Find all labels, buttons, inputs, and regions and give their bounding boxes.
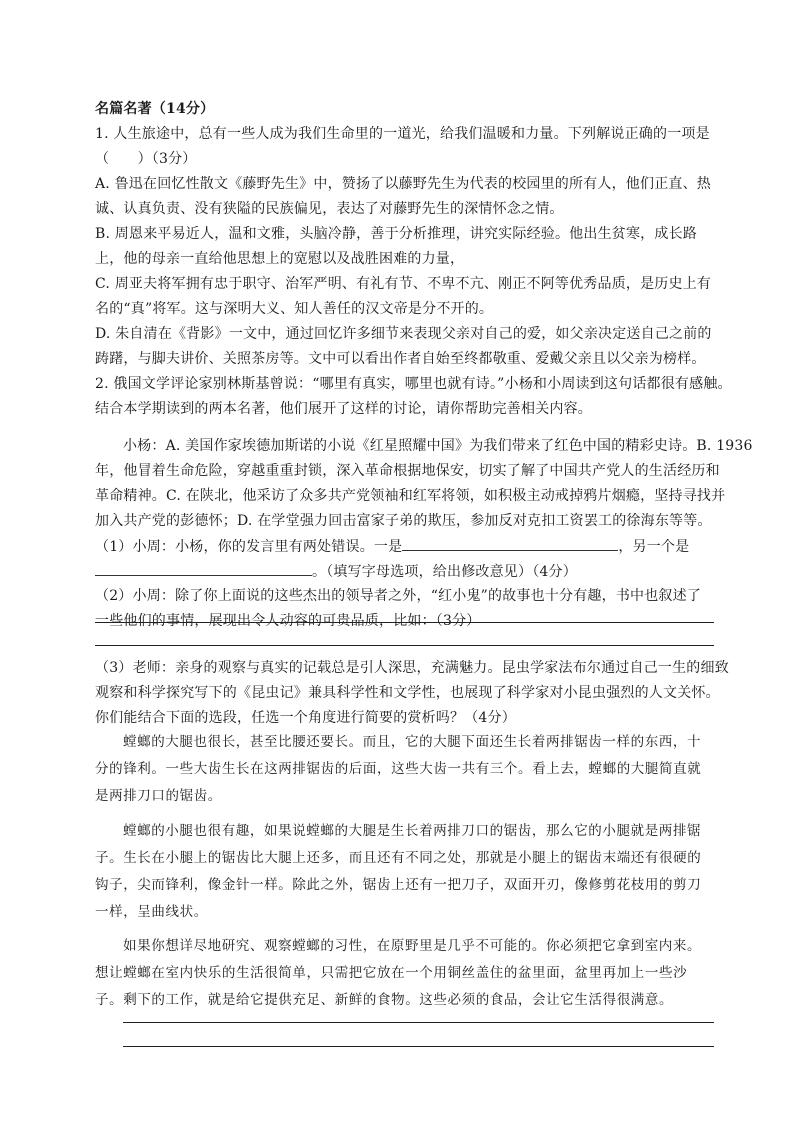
excerpt-p3-line3: 子。剩下的工作，就是给它提供充足、新鲜的食物。这些必须的食品，会让它生活得很满意。 [95,992,674,1008]
xiaoyang-speech-line4: 加入共产党的彭德怀；D. 在学堂强力回击富家子弟的欺压，参加反对克扣工资罢工的徐海东等等。 [95,513,712,529]
excerpt-p2-line4: 一样，呈曲线状。 [95,904,208,920]
excerpt-p1: 螳螂的大腿也很长，甚至比腰还要长。而且，它的大腿下面还生长着两排锯齿一样的东西，十 [123,734,702,750]
q1-stem: 1. 人生旅途中，总有一些人成为我们生命里的一道光，给我们温暖和力量。下列解说正确的一项是 [95,126,710,142]
excerpt-p2: 螳螂的小腿也很有趣，如果说螳螂的大腿是生长着两排刀口的锯齿，那么它的小腿就是两排锯 [123,823,702,839]
q1-option-d-cont: 踌躇，与脚夫讲价、关照茶房等。文中可以看出作者自始至终都敬重、爱戴父亲且以父亲为榜样。 [95,351,706,367]
q1-option-c: C. 周亚夫将军拥有忠于职守、治军严明、有礼有节、不卑不亢、刚正不阿等优秀品质，是历史上有 [95,276,712,292]
excerpt-p1-line3: 是两排刀口的锯齿。 [95,788,222,804]
xiaoyang-speech: 小杨：A. 美国作家埃德加斯诺的小说《红星照耀中国》为我们带来了红色中国的精彩史诗。B. 1936 [123,438,753,454]
q2-sub1-prefix: （1）小周：小杨，你的发言里有两处错误。一是 [95,539,403,555]
q1-option-d: D. 朱自清在《背影》一文中，通过回忆许多细节来表现父亲对自己的爱，如父亲决定送自己之前的 [95,326,712,342]
q2-sub3-cont2: 你们能结合下面的选段，任选一个角度进行简要的赏析吗？（4分） [95,710,516,726]
q1-option-a-cont: 诚、认真负责、没有狭隘的民族偏见，表达了对藤野先生的深情怀念之情。 [95,201,564,217]
q1-stem-score: （ ）（3分） [95,151,197,167]
q2-sub1 [95,536,689,557]
answer-blank-2[interactable] [95,561,312,576]
excerpt-p2-line2: 子。生长在小腿上的锯齿比大腿上还多，而且还有不同之处，那就是小腿上的锯齿末端还有很硬的 [95,850,702,866]
q2-sub1-middle: ，另一个是 [618,539,690,555]
q1-option-a: A. 鲁迅在回忆性散文《藤野先生》中，赞扬了以藤野先生为代表的校园里的所有人，他们正直、热 [95,176,712,192]
answer-line-1[interactable] [95,622,714,623]
answer-line-2[interactable] [95,645,714,646]
q1-option-c-cont: 名的“真”将军。这与深明大义、知人善任的汉文帝是分不开的。 [95,301,494,317]
q1-option-b-cont: 上，他的母亲一直给他思想上的宽慰以及战胜困难的力量， [95,251,465,267]
q2-intro: 2. 俄国文学评论家别林斯基曾说：“哪里有真实，哪里也就有诗。”小杨和小周读到这句话都很有感触。 [95,376,732,392]
q2-sub1-suffix: 。（填写字母选项，给出修改意见）（4分） [312,564,577,580]
answer-line-4[interactable] [123,1046,714,1047]
answer-blank-1[interactable] [402,536,618,551]
q2-sub3-cont: 观察和科学探究写下的《昆虫记》兼具科学性和文学性，也展现了科学家对小昆虫强烈的人文关怀。 [95,685,720,701]
excerpt-p3: 如果你想详尽地研究、观察螳螂的习性，在原野里是几乎不可能的。你必须把它拿到室内来。 [123,938,702,954]
q2-intro-cont: 结合本学期读到的两本名著，他们展开了这样的讨论，请你帮助完善相关内容。 [95,401,592,417]
excerpt-p1-line2: 分的锋利。一些大齿生长在这两排锯齿的后面，这些大齿一共有三个。看上去，螳螂的大腿简直就 [95,761,702,777]
q2-sub2: （2）小周：除了你上面说的这些杰出的领导者之外，“红小鬼”的故事也十分有趣，书中也叙述了 [95,588,702,604]
excerpt-p3-line2: 想让螳螂在室内快乐的生活很简单，只需把它放在一个用铜丝盖住的盆里面，盆里再加上一些沙 [95,965,688,981]
excerpt-p2-line3: 钩子，尖而锋利，像金针一样。除此之外，锯齿上还有一把刀子，双面开刃，像修剪花枝用的剪刀 [95,877,702,893]
xiaoyang-speech-line3: 革命精神。C. 在陕北，他采访了众多共产党领袖和红军将领，如积极主动戒掉鸦片烟瘾，坚持寻找并 [95,488,726,504]
xiaoyang-speech-line2: 年，他冒着生命危险，穿越重重封锁，深入革命根据地保安，切实了解了中国共产党人的生活经历和 [95,463,720,479]
q2-sub3: （3）老师：亲身的观察与真实的记载总是引人深思，充满魅力。昆虫学家法布尔通过自己一生的细致 [95,660,729,676]
section-heading: 名篇名著（14分） [95,101,215,117]
answer-line-3[interactable] [123,1022,714,1023]
q2-sub2-cont: 一些他们的事情，展现出令人动容的可贵品质，比如：（3分） [95,613,481,629]
q1-option-b: B. 周恩来平易近人，温和文雅，头脑冷静，善于分析推理，讲究实际经验。他出生贫寒，成长路 [95,226,697,242]
q2-sub1-cont [95,561,577,582]
